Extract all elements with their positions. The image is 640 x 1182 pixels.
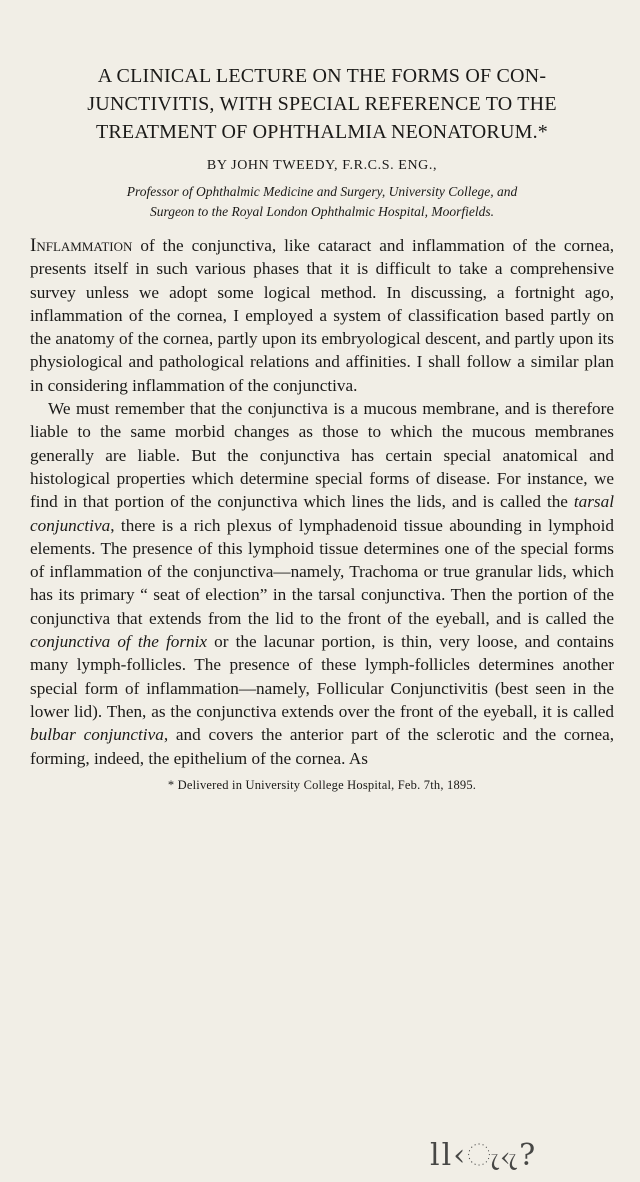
paragraph-text: , there is a rich plexus of lymphadenoid tissue abounding in lymphoid elements. The presence of this lymphoid tissue determines one of the special forms of inflammation of the conjunctiva—namely, Trachoma or true granular lids, which has its primary “ seat of election” in the tarsal conjunctiva. Then the portion of the conjunctiva that extends from the lid to the front of the eyeball, and is called the — [30, 515, 614, 628]
paragraph — [30, 234, 614, 397]
italic-term: tarsal conjunctiva — [30, 492, 614, 535]
handwritten-mark: ll‹ැ‹ැ? — [430, 1138, 538, 1173]
affiliation-line: Surgeon to the Royal London Ophthalmic Hospital, Moorfields. — [149, 204, 495, 219]
title-line: A CLINICAL LECTURE ON THE FORMS OF CON- — [97, 65, 547, 87]
affiliation-line: Professor of Ophthalmic Medicine and Surgery, University College, and — [126, 184, 518, 199]
article-title — [30, 62, 614, 146]
lead-word: Inflammation — [30, 235, 133, 256]
author-byline: BY JOHN TWEEDY, F.R.C.S. ENG., — [206, 158, 438, 173]
title-line: JUNCTIVITIS, WITH SPECIAL REFERENCE TO THE — [87, 93, 557, 115]
italic-term: conjunctiva of the fornix — [30, 632, 208, 652]
article-body — [30, 234, 614, 770]
italic-term: bulbar conjunctiva — [30, 725, 164, 745]
paragraph-text: We must remember that the conjunctiva is a mucous membrane, and is therefore liable to the same morbid changes as those to which the mucous membranes generally are liable. But the conjunctiva has certain special anatomical and histological properties which determine special forms of disease. For instance, we find in that portion of the conjunctiva which lines the lids, and is called the — [30, 399, 614, 512]
author-affiliation — [30, 182, 614, 222]
paragraph-text: of the conjunctiva, like cataract and inflammation of the cornea, presents itself in such various phases that it is difficult to take a comprehensive survey unless we adopt some logical method. In discussing, a fortnight ago, inflammation of the cornea, I employed a system of classification based partly on the anatomy of the cornea, partly upon its embryological descent, and partly upon its physiological and pathological relations and affinities. I shall follow a similar plan in considering inflammation of the conjunctiva. — [30, 236, 614, 395]
paragraph — [30, 397, 614, 770]
paragraph-text: , and covers the anterior part of the sclerotic and the cornea, forming, indeed, the epithelium of the cornea. As — [30, 725, 614, 768]
paragraph-text: or the lacunar portion, is thin, very loose, and contains many lymph-follicles. The presence of these lymph-follicles determines another special form of inflammation—namely, Follicular Conjunctivitis (best seen in the lower lid). Then, as the conjunctiva extends over the front of the eyeball, it is called — [30, 632, 614, 721]
title-line: TREATMENT OF OPHTHALMIA NEONATORUM.* — [95, 121, 549, 143]
footnote: * Delivered in University College Hospital, Feb. 7th, 1895. — [167, 777, 477, 792]
